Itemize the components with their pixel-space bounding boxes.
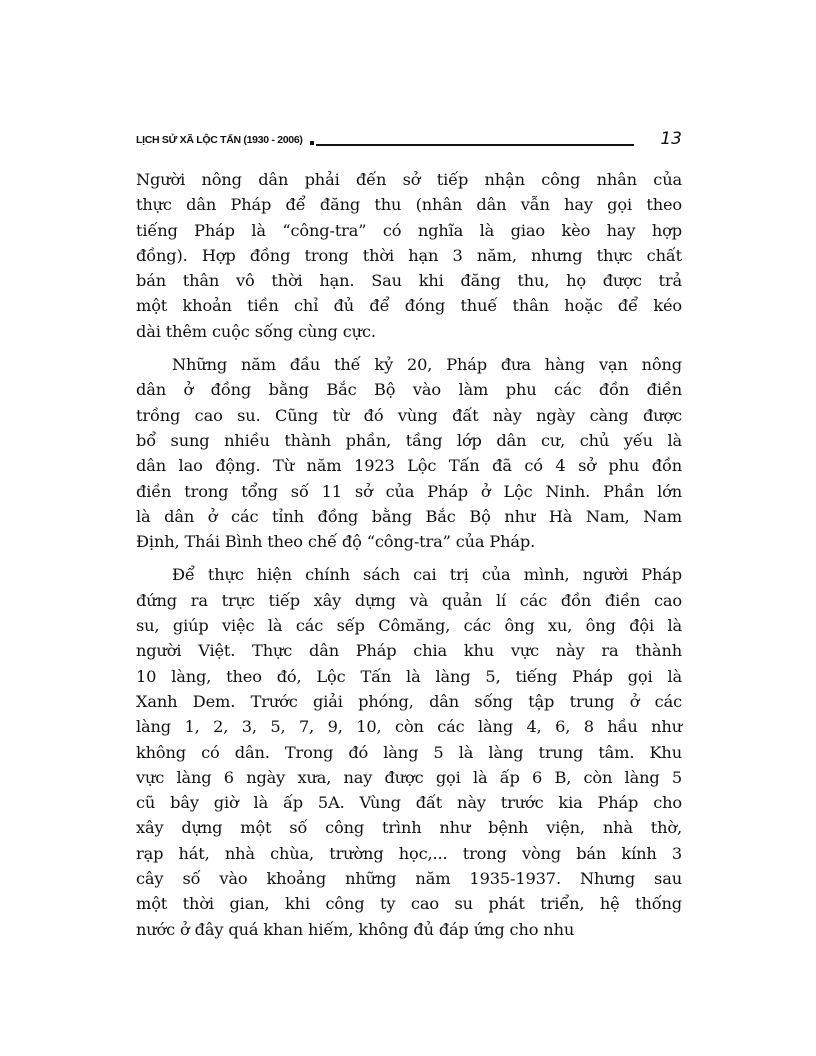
text-line: bổ sung nhiều thành phần, tầng lớp dân cư, chủ yếu là [136,430,682,450]
text-line: cũ bây giờ là ấp 5A. Vùng đất này trước kia Pháp cho [136,793,682,813]
paragraph [136,352,682,554]
text-line: Để thực hiện chính sách cai trị của mình, người Pháp [172,565,682,585]
page-number: 13 [660,129,682,149]
text-line: làng 1, 2, 3, 5, 7, 9, 10, còn các làng 4, 6, 8 hầu như [136,717,682,737]
text-line: bán thân vô thời hạn. Sau khi đăng thu, họ được trả [136,271,682,291]
header-rule [316,144,634,146]
text-line: nước ở đây quá khan hiếm, không đủ đáp ứng cho nhu [136,919,575,939]
text-line: su, giúp việc là các sếp Cômăng, các ông xu, ông đội là [136,616,682,636]
text-line: 10 làng, theo đó, Lộc Tấn là làng 5, tiếng Pháp gọi là [136,666,682,686]
body-text [136,167,682,950]
text-line: Những năm đầu thế kỷ 20, Pháp đưa hàng vạn nông [172,355,682,375]
text-line: là dân ở các tỉnh đồng bằng Bắc Bộ như Hà Nam, Nam [136,506,682,526]
text-line: một khoản tiền chỉ đủ để đóng thuế thân hoặc để kéo [136,296,682,316]
text-line: vực làng 6 ngày xưa, nay được gọi là ấp 6 B, còn làng 5 [136,767,682,787]
text-line: dân lao động. Từ năm 1923 Lộc Tấn đã có 4 sở phu đồn [136,456,682,476]
text-line: dài thêm cuộc sống cùng cực. [136,321,376,341]
text-line: một thời gian, khi công ty cao su phát triển, hệ thống [136,894,682,914]
text-line: tiếng Pháp là “công-tra” có nghĩa là giao kèo hay hợp [136,220,682,240]
text-line: trồng cao su. Cũng từ đó vùng đất này ngày càng được [136,405,682,425]
text-line: rạp hát, nhà chùa, trường học,... trong vòng bán kính 3 [136,843,682,863]
text-line: Xanh Dem. Trước giải phóng, dân sống tập trung ở các [136,691,682,711]
text-line: đứng ra trực tiếp xây dựng và quản lí các đồn điền cao [136,590,682,610]
text-line: dân ở đồng bằng Bắc Bộ vào làm phu các đồn điền [136,380,682,400]
text-line: xây dựng một số công trình như bệnh viện, nhà thờ, [136,818,682,838]
paragraph [136,167,682,344]
text-line: cây số vào khoảng những năm 1935-1937. Nhưng sau [136,869,682,889]
text-line: thực dân Pháp để đăng thu (nhân dân vẫn hay gọi theo [136,195,682,215]
running-header [136,129,682,153]
text-line: đồng). Hợp đồng trong thời hạn 3 năm, nhưng thực chất [136,245,682,265]
text-line: Người nông dân phải đến sở tiếp nhận công nhân của [136,170,682,189]
text-line: điền trong tổng số 11 sở của Pháp ở Lộc Ninh. Phần lớn [136,481,682,501]
text-line: Định, Thái Bình theo chế độ “công-tra” của Pháp. [136,532,536,552]
paragraph [136,562,682,941]
header-bullet [310,141,314,145]
text-line: người Việt. Thực dân Pháp chia khu vực này ra thành [136,641,682,661]
text-line: không có dân. Trong đó làng 5 là làng trung tâm. Khu [136,742,682,762]
running-title: LỊCH SỬ XÃ LỘC TẤN (1930 - 2006) [136,134,303,146]
